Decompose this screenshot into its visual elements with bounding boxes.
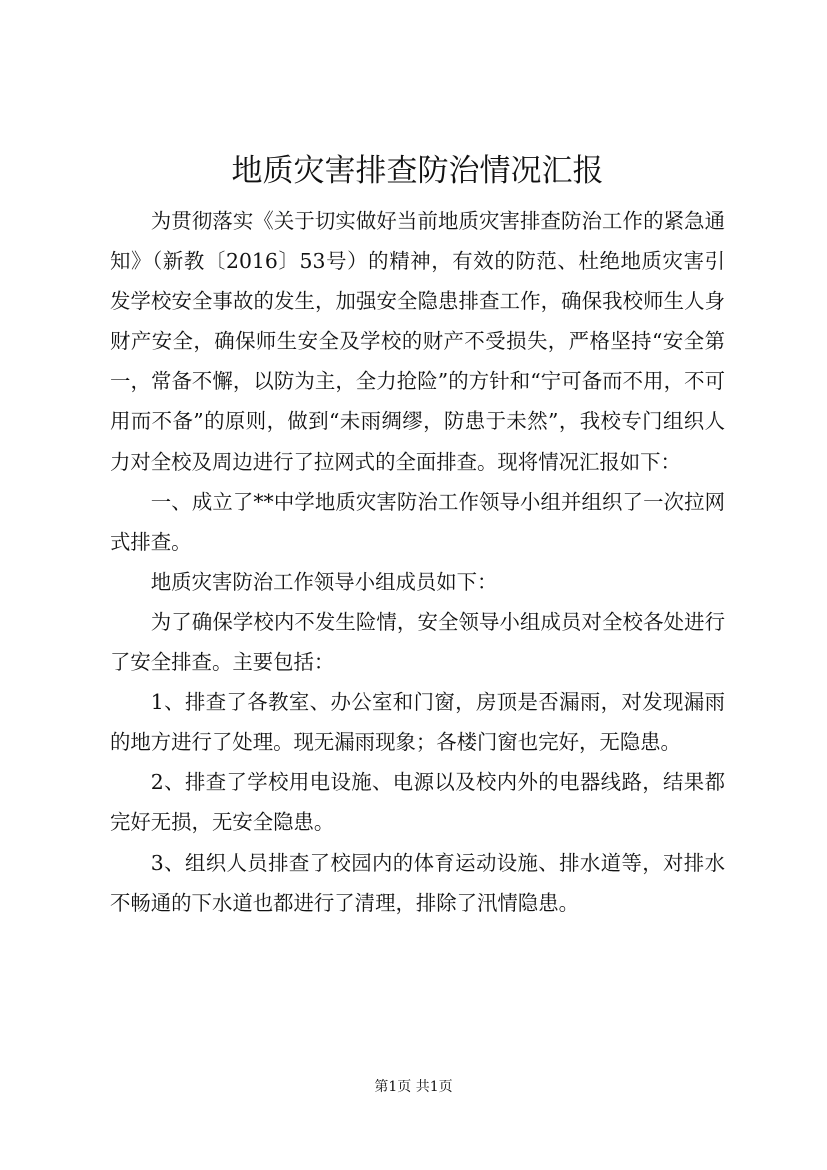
document-body (110, 201, 725, 923)
document-title: 地质灾害排查防治情况汇报 (231, 153, 604, 189)
item-two-paragraph: 2、排查了学校用电设施、电源以及校内外的电器线路，结果都完好无损，无安全隐患。 (110, 770, 725, 835)
item-three-paragraph: 3、组织人员排查了校园内的体育运动设施、排水道等，对排水不畅通的下水道也都进行了清理，排除了汛情隐患。 (110, 850, 725, 915)
group-members-paragraph: 地质灾害防治工作领导小组成员如下： (150, 569, 498, 594)
page-footer: 第1页 共1页 (374, 1079, 453, 1095)
item-one-paragraph: 1、排查了各教室、办公室和门窗，房顶是否漏雨，对发现漏雨的地方进行了处理。现无漏雨现象；各楼门窗也完好，无隐患。 (110, 690, 725, 755)
section-one-paragraph: 一、成立了**中学地质灾害防治工作领导小组并组织了一次拉网式排查。 (110, 489, 725, 554)
inspection-summary-paragraph: 为了确保学校内不发生险情，安全领导小组成员对全校各处进行了安全排查。主要包括： (110, 609, 725, 675)
document-page (110, 145, 725, 923)
intro-paragraph: 为贯彻落实《关于切实做好当前地质灾害排查防治工作的紧急通知》（新教〔2016〕53号）的精神，有效的防范、杜绝地质灾害引发学校安全事故的发生，加强安全隐患排查工作，确保我校师生人身财产安全，确保师生安全及学校的财产不受损失，严格坚持“安全第一，常备不懈，以防为主，全力抢险”的方针和“宁可备而不用，不可用而不备”的原则，做到“未雨绸缪，防患于未然”，我校专门组织人力对全校及周边进行了拉网式的全面排查。现将情况汇报如下： (110, 209, 725, 474)
